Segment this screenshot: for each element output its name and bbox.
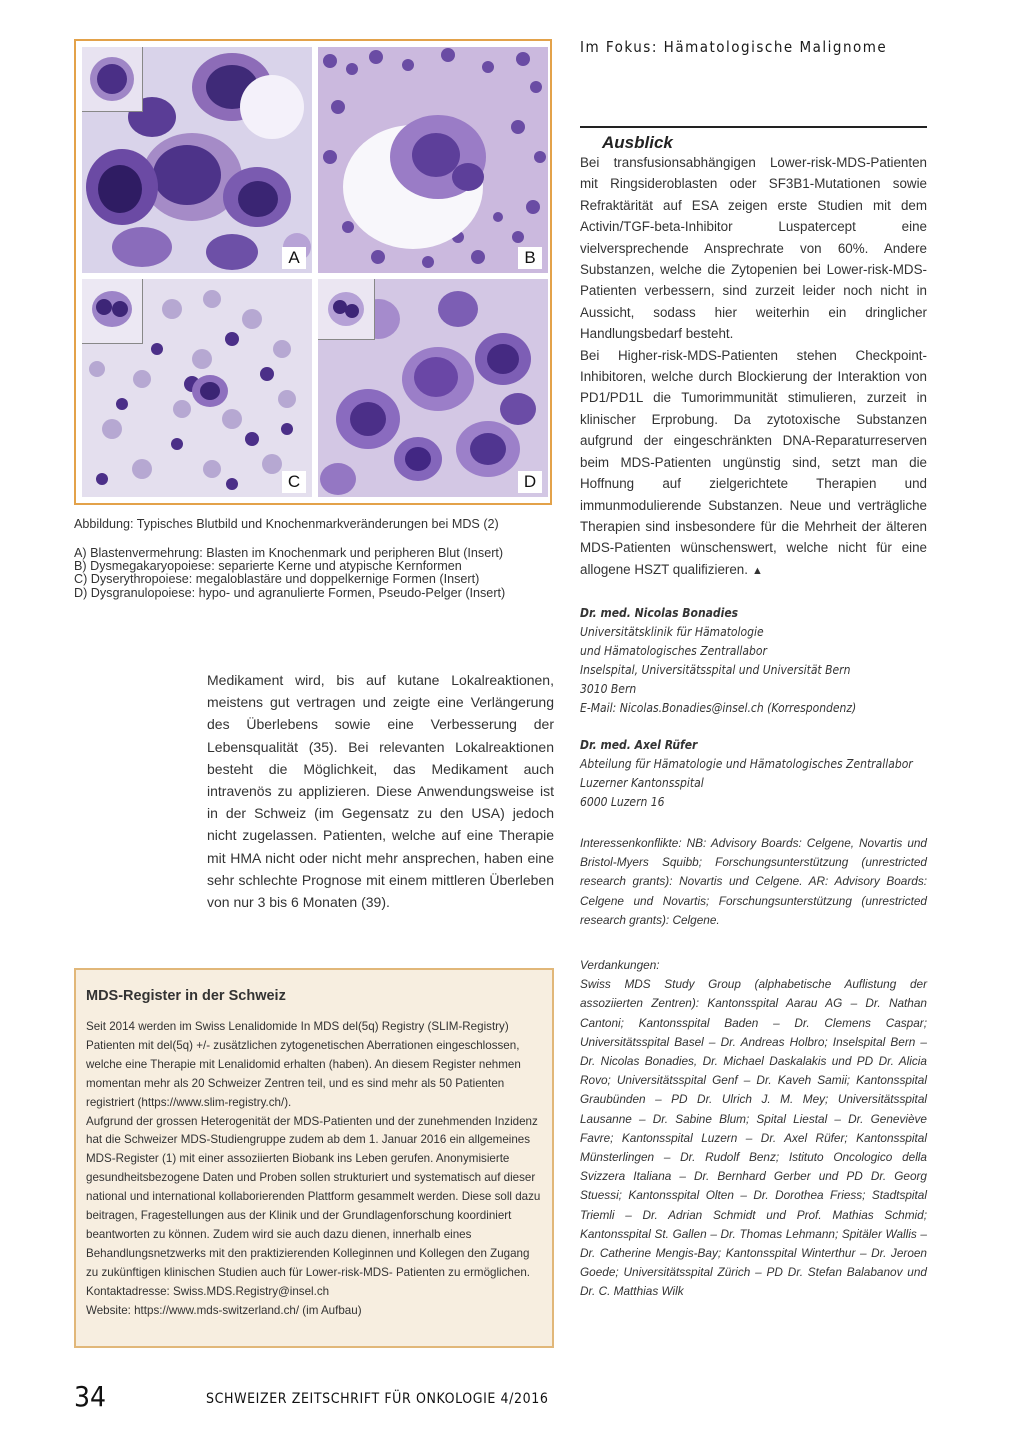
panel-label-b: B	[518, 247, 542, 269]
panel-label-a: A	[282, 247, 306, 269]
micrograph-panel-b	[318, 47, 548, 273]
micrograph-panel-d	[318, 279, 548, 497]
register-info-box	[74, 968, 554, 1348]
figure-caption: Abbildung: Typisches Blutbild und Knochenmarkveränderungen bei MDS (2)	[74, 517, 499, 531]
author-name: Dr. med. Axel Rüfer	[580, 738, 698, 752]
micrograph-panel-a	[82, 47, 312, 273]
conflicts-of-interest: Interessenkonflikte: NB: Advisory Boards: Celgene, Novartis und Bristol-Myers Squibb; Forschungsunterstützung (unrestricted research grants): Novartis und Celgene. AR: Advisory Boards: Celgene und Novartis; Forschungsunterstützung (unrestricted research grants): Celgene.	[580, 836, 927, 927]
acknowledgements-label: Verdankungen:	[580, 958, 660, 972]
acknowledgements-text: Swiss MDS Study Group (alphabetische Auflistung der assoziierten Zentren): Kantonsspital Aarau AG – Dr. Nathan Cantoni; Kantonsspital Baden – Dr. Clemens Caspar; Universitätsspital Basel – Dr. Andreas Holbro; Inselspital Bern – Dr. Nicolas Bonadies, Dr. Michael Daskalakis und PD Dr. Alicia Rovo; Universitätsspital Genf – Dr. Kaveh Samii; Kantonsspital Graubünden – PD Dr. Ulrich J. M. Mey; Universitätsspital Lausanne – Dr. Sabine Blum; Spital Liestal – Dr. Geneviève Favre; Kantonsspital Luzern – Dr. Axel Rüfer; Kantonsspital Münsterlingen – Dr. Rudolf Benz; Istituto Oncologico della Svizzera Italiana – Dr. Bernhard Gerber und PD Dr. Georg Stuessi; Kantonsspital Olten – Dr. Dorothea Friess; Stadtspital Triemli – Dr. Adrian Schmidt und Prof. Mathias Schmid; Kantonsspital St. Gallen – Dr. Thomas Lehmann; Spitäler Wallis – Dr. Catherine Mengis-Bay; Kantonsspital Winterthur – Dr. Jeroen Goede; Universitätsspital Zürich – PD Dr. Stefan Balabanov und Dr. C. Matthias Wilk	[580, 977, 927, 1299]
journal-name: SCHWEIZER ZEITSCHRIFT FÜR ONKOLOGIE 4/2016	[206, 1391, 549, 1407]
author-affiliation-line: Luzerner Kantonsspital	[580, 776, 704, 790]
register-box-title: MDS-Register in der Schweiz	[86, 988, 286, 1004]
micrograph-d-insert	[318, 279, 375, 340]
author-email-line: E-Mail: Nicolas.Bonadies@insel.ch (Korrespondenz)	[580, 701, 857, 715]
ausblick-body	[580, 152, 927, 582]
end-of-article-icon: ▲	[751, 564, 763, 577]
micrograph-c-insert	[82, 279, 143, 344]
ausblick-paragraph-2	[580, 345, 927, 582]
figure-legend-item: D) Dysgranulopoiese: hypo- und agranulierte Formen, Pseudo-Pelger (Insert)	[74, 585, 506, 600]
micrograph-panel-c	[82, 279, 312, 497]
figure-frame	[74, 39, 552, 505]
author-block-1	[580, 604, 927, 718]
author-affiliation-line: 3010 Bern	[580, 682, 637, 696]
panel-label-d: D	[518, 471, 542, 493]
page-number: 34	[74, 1380, 107, 1413]
author-affiliation-line: 6000 Luzern 16	[580, 795, 665, 809]
figure-legend	[74, 547, 554, 600]
figure-legend-item: C) Dyserythropoiese: megaloblastäre und doppelkernige Formen (Insert)	[74, 572, 480, 587]
ausblick-paragraph-2-text: Bei Higher-risk-MDS-Patienten stehen Checkpoint-Inhibitoren, welche durch Blockierung der Interaktion von PD1/PD1L die Tumorimmunität stimulieren, zurzeit in klinischer Erprobung. Da zytotoxische Substanzen aufgrund der eingeschränkten DNA-Reparaturreserven beim MDS-Patienten ungünstig sind, setzt man die Hoffnung auf zielgerichtete Therapien und immunmodulierende Substanzen. Neue und verträgliche Therapien sind insbesondere für die Mehrheit der älteren MDS-Patienten wünschenswert, welche nicht für eine allogene HSZT qualifizieren.	[580, 347, 927, 577]
author-affiliation-line: Abteilung für Hämatologie und Hämatologisches Zentrallabor	[580, 757, 913, 771]
author-affiliation-line: Inselspital, Universitätsspital und Universität Bern	[580, 663, 851, 677]
register-box-text: Seit 2014 werden im Swiss Lenalidomide In MDS del(5q) Registry (SLIM-Registry) Patienten mit del(5q) +/- zusätzlichen zytogenetischen Aberrationen eingeschlossen, welche eine Therapie mit Lenalidomid erhalten (haben). An diesem Register nehmen momentan mehr als 20 Schweizer Zentren teil, und es sind mehr als 50 Patienten registriert (https://www.slim-registry.ch/). Aufgrund der grossen Heterogenität der MDS-Patienten und der zunehmenden Inzidenz hat die Schweizer MDS-Studiengruppe zudem ab dem 1. Januar 2016 ein allgemeines MDS-Register (1) mit einer assoziierten Biobank ins Leben gerufen. Anonymisierte gesundheitsbezogene Daten und Proben sollen strukturiert und systematisch auf dieser national und international kollaborierenden Plattform gesammelt werden. Diese soll dazu beitragen, Fragestellungen aus der Klinik und der Grundlagenforschung koordiniert beantworten zu können. Zudem wird sie auch dazu dienen, innerhalb eines Behandlungsnetzwerks mit den praktizierenden Kolleginnen und Kollegen den Zugang zu zukünftigen klinischen Studien auch für Lower-risk-MDS- Patienten zu ermöglichen. Kontaktadresse: Swiss.MDS.Registry@insel.ch Website: https://www.mds-switzerland.ch/ (im Aufbau)	[86, 1020, 541, 1317]
ausblick-paragraph-1: Bei transfusionsabhängigen Lower-risk-MDS-Patienten mit Ringsideroblasten oder SF3B1-Mutationen sowie Refraktärität auf ESA zeigen erste Studien mit dem Activin/TGF-beta-Inhibitor Luspatercept eine vielversprechende Ansprechrate von 60%. Andere Substanzen, welche die Zytopenien bei Lower-risk-MDS-Patienten verbessern, sind zurzeit leider noch nicht in Aussicht, sodass hier weiterhin ein dringlicher Handlungsbedarf besteht.	[580, 155, 927, 342]
author-affiliation-line: Universitätsklinik für Hämatologie	[580, 625, 764, 639]
section-title-ausblick: Ausblick	[602, 133, 673, 152]
micrograph-a-insert	[82, 47, 143, 112]
figure-legend-item: A) Blastenvermehrung: Blasten im Knochenmark und peripheren Blut (Insert)	[74, 546, 504, 560]
figure-legend-item: B) Dysmegakaryopoiese: separierte Kerne und atypische Kernformen	[74, 559, 462, 574]
section-header: Im Fokus: Hämatologische Malignome	[580, 38, 888, 56]
author-affiliation-line: und Hämatologisches Zentrallabor	[580, 644, 767, 658]
section-rule	[580, 126, 927, 128]
micrograph-b-image	[318, 47, 548, 273]
panel-label-c: C	[282, 471, 306, 493]
author-block-2	[580, 736, 927, 812]
body-paragraph-left: Medikament wird, bis auf kutane Lokalreaktionen, meistens gut vertragen und zeigte eine Verlängerung des Überlebens sowie eine Verbesserung der Lebensqualität (35). Bei relevanten Lokalreaktionen besteht die Möglichkeit, das Medikament auch intravenös zu applizieren. Diese Anwendungsweise ist in der Schweiz (im Gegensatz zu den USA) jedoch nicht zugelassen. Patienten, welche auf eine Therapie mit HMA nicht oder nicht mehr ansprechen, haben eine sehr schlechte Prognose mit einem mittleren Überleben von nur 3 bis 6 Monaten (39).	[207, 672, 554, 911]
acknowledgements	[580, 956, 927, 1302]
author-name: Dr. med. Nicolas Bonadies	[580, 606, 739, 620]
